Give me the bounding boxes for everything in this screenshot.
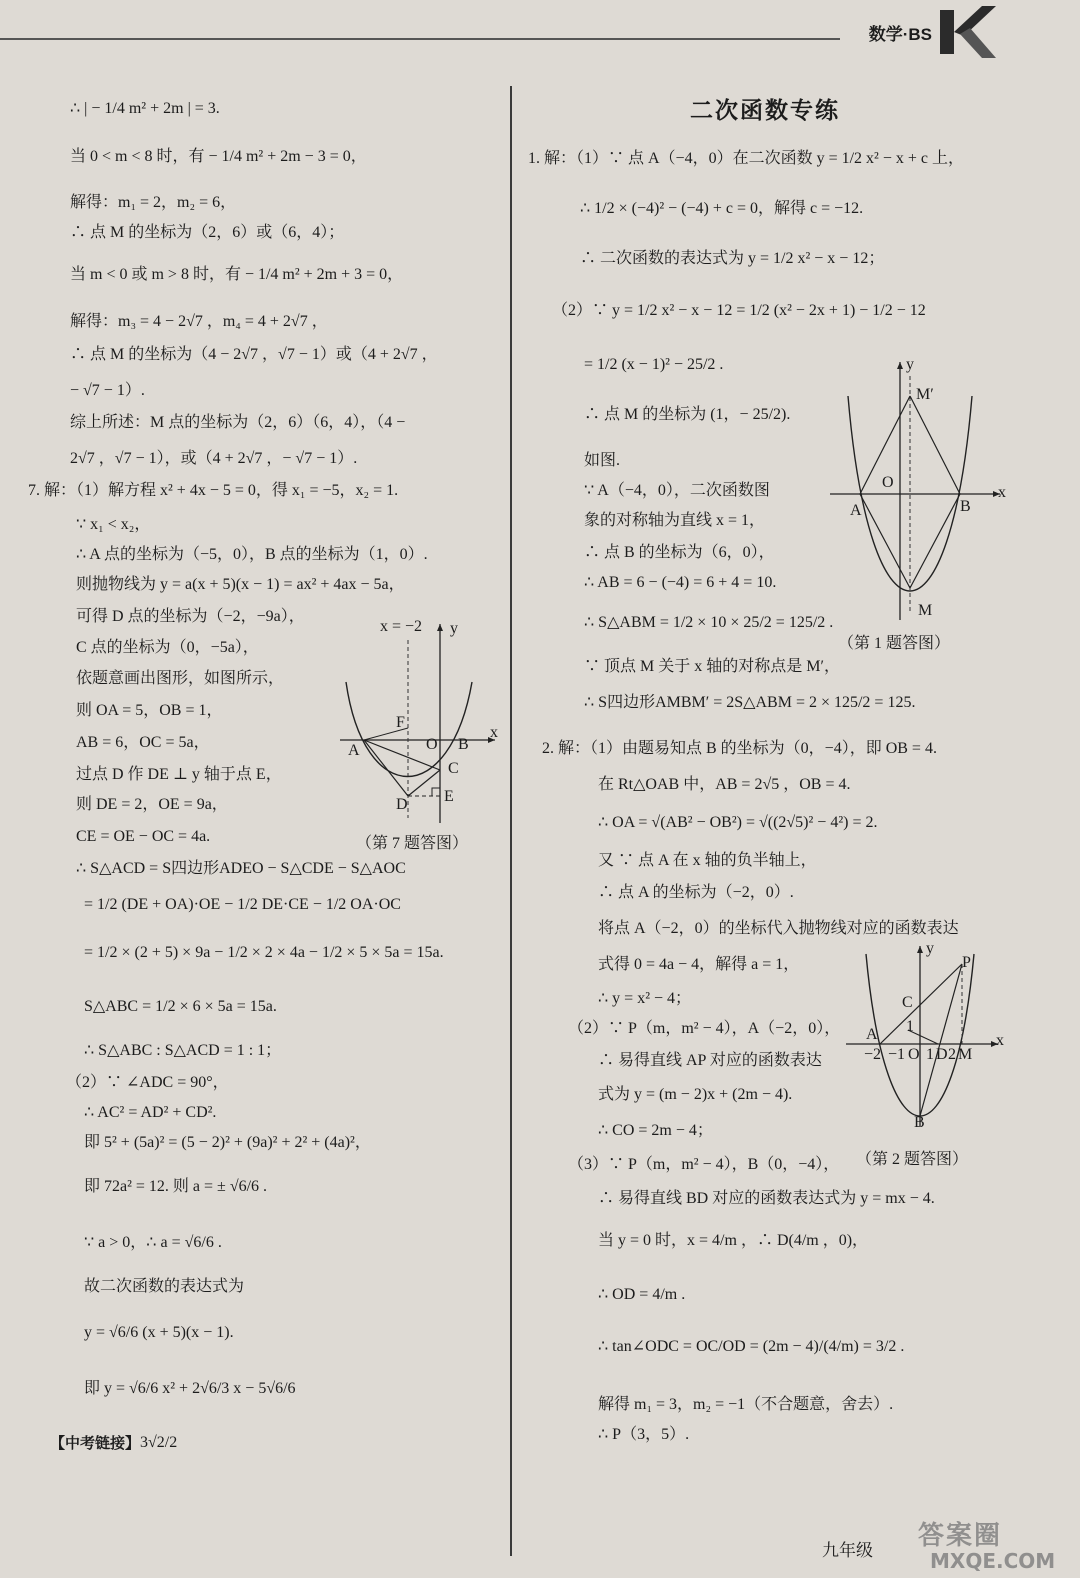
point-label: O (908, 1046, 920, 1063)
point-label: M′ (916, 386, 934, 403)
text-line: ∴ 1/2 × (−4)² − (−4) + c = 0，解得 c = −12. (580, 200, 864, 217)
point-label: B (458, 736, 469, 753)
text-line: ∴ 点 M 的坐标为 (1，− 25/2). (584, 406, 791, 423)
text-line: ∴ P（3，5）. (598, 1426, 690, 1443)
point-label: O (882, 474, 894, 491)
text-line: 式为 y = (m − 2)x + (2m − 4). (598, 1086, 793, 1103)
left-column (0, 0, 505, 1578)
text-line: ∴ S△ABC : S△ACD = 1 : 1； (84, 1042, 282, 1059)
point-label: E (444, 788, 454, 805)
text-line: 当 0 < m < 8 时，有 − 1/4 m² + 2m − 3 = 0， (70, 148, 367, 165)
text-line: ∴ OD = 4/m . (598, 1286, 686, 1303)
text-line: 即 y = √6/6 x² + 2√6/3 x − 5√6/6 (84, 1380, 296, 1397)
figure-1 (830, 356, 1010, 626)
tick-label: 2 (948, 1046, 956, 1063)
text-line: 7. 解：（1）解方程 x² + 4x − 5 = 0，得 x₁ = −5，x₂ = 1. (28, 482, 399, 499)
subject-label: 数学·BS (868, 25, 932, 44)
grade-footer: 九年级 (822, 1541, 873, 1561)
axis-label: x (996, 1032, 1004, 1049)
text-line: ∴ 点 A 的坐标为（−2，0）. (598, 884, 794, 901)
text-line: C 点的坐标为（0，−5a）， (76, 639, 259, 656)
text-line: 故二次函数的表达式为 (84, 1278, 245, 1295)
text-line: ∴ OA = √(AB² − OB²) = √((2√5)² − 4²) = 2. (598, 814, 878, 831)
point-label: M (918, 602, 933, 619)
text-line: 解得：m₃ = 4 − 2√7 ，m₄ = 4 + 2√7 ， (70, 313, 328, 330)
point-label: F (396, 714, 405, 731)
text-line: 当 m < 0 或 m > 8 时，有 − 1/4 m² + 2m + 3 = 0， (70, 266, 404, 283)
text-line: （3）∵ P（m，m² − 4），B（0，−4）， (568, 1156, 840, 1173)
watermark-text: 答案圈 (918, 1521, 1003, 1551)
point-label: B (960, 498, 971, 515)
tick-label: −2 (864, 1046, 882, 1063)
figure-2-caption: （第 2 题答图） (856, 1151, 969, 1168)
text-line: ∴ S△ACD = S四边形ADEO − S△CDE − S△AOC (76, 860, 406, 877)
point-label: A (850, 502, 862, 519)
text-line: 又 ∵ 点 A 在 x 轴的负半轴上， (598, 852, 817, 869)
axis-label: x (998, 484, 1006, 501)
watermark (900, 1515, 1075, 1578)
text-line: 则 DE = 2，OE = 9a， (76, 796, 228, 813)
text-line: 在 Rt△OAB 中，AB = 2√5 ，OB = 4. (598, 776, 851, 793)
watermark-url: MXQE.COM (930, 1549, 1056, 1573)
text-line: ∴ y = x² − 4； (598, 990, 692, 1007)
text-line: ∴ A 点的坐标为（−5，0），B 点的坐标为（1，0）. (76, 546, 428, 563)
text-line: 即 72a² = 12. 则 a = ± √6/6 . (84, 1178, 268, 1195)
point-label: A (348, 742, 360, 759)
text-line: ∴ | − 1/4 m² + 2m | = 3. (70, 100, 220, 117)
tick-label: 1 (906, 1018, 914, 1035)
text-line: ∴ AC² = AD² + CD². (84, 1104, 217, 1121)
text-line: 综上所述：M 点的坐标为（2，6）（6，4），（4 − (70, 414, 406, 431)
text-line: 1. 解：（1）∵ 点 A（−4，0）在二次函数 y = 1/2 x² − x + c 上， (528, 150, 964, 167)
text-line: 则 OA = 5，OB = 1， (76, 702, 223, 719)
column-divider (510, 86, 512, 1556)
figure-7 (340, 618, 505, 828)
point-label: D (396, 796, 408, 813)
text-line: ∵ x₁ < x₂， (76, 516, 151, 533)
text-line: （2）∵ P（m，m² − 4），A（−2，0）， (568, 1020, 841, 1037)
text-line: 如图. (584, 452, 621, 469)
text-line: ∴ S△ABM = 1/2 × 10 × 25/2 = 125/2 . (584, 614, 834, 631)
text-line: CE = OE − OC = 4a. (76, 828, 211, 845)
text-line: ∴ 点 B 的坐标为（6，0）， (584, 544, 775, 561)
text-line: ∴ 易得直线 AP 对应的函数表达 (598, 1052, 822, 1069)
text-line: y = √6/6 (x + 5)(x − 1). (84, 1324, 234, 1341)
text-line: （2）∵ ∠ADC = 90°， (66, 1074, 229, 1091)
axis-label: x = −2 (380, 618, 423, 635)
point-label: D (936, 1046, 948, 1063)
text-line: ∵ A（−4，0），二次函数图 (584, 482, 770, 499)
point-label: M (958, 1046, 973, 1063)
text-line: 将点 A（−2，0）的坐标代入抛物线对应的函数表达 (598, 920, 959, 937)
text-line: − √7 − 1）. (70, 382, 145, 399)
text-line: 2√7 ，√7 − 1），或（4 + 2√7 ，− √7 − 1）. (70, 450, 358, 467)
text-line: ∵ 顶点 M 关于 x 轴的对称点是 M′， (584, 658, 840, 675)
text-line: 象的对称轴为直线 x = 1， (584, 512, 766, 529)
text-line: 即 5² + (5a)² = (5 − 2)² + (9a)² + 2² + (4a)²， (84, 1134, 371, 1151)
text-line: ∴ AB = 6 − (−4) = 6 + 4 = 10. (584, 574, 777, 591)
text-line: 则抛物线为 y = a(x + 5)(x − 1) = ax² + 4ax − 5a， (76, 576, 405, 593)
figure-2 (846, 940, 1008, 1130)
tick-label: 1 (926, 1046, 934, 1063)
right-column (518, 0, 1078, 1578)
text-line: ∴ 点 M 的坐标为（4 − 2√7 ，√7 − 1）或（4 + 2√7 ， (70, 346, 438, 363)
figure-1-caption: （第 1 题答图） (838, 635, 951, 652)
point-label: A (866, 1026, 878, 1043)
tick-label: −1 (888, 1046, 906, 1063)
figure-7-caption: （第 7 题答图） (356, 835, 469, 852)
axis-label: y (906, 356, 914, 373)
point-label: O (426, 736, 438, 753)
text-line: 依题意画出图形，如图所示， (76, 670, 285, 687)
text-line: AB = 6，OC = 5a， (76, 734, 210, 751)
text-line: 可得 D 点的坐标为（−2，−9a）， (76, 608, 305, 625)
text-line: ∴ 易得直线 BD 对应的函数表达式为 y = mx − 4. (598, 1190, 935, 1207)
text-line: 式得 0 = 4a − 4，解得 a = 1， (598, 956, 800, 973)
text-line: 2. 解：（1）由题易知点 B 的坐标为（0，−4），即 OB = 4. (542, 740, 937, 757)
exam-link-answer: 3√2/2 (140, 1434, 178, 1451)
text-line: ∴ tan∠ODC = OC/OD = (2m − 4)/(4/m) = 3/2 . (598, 1338, 905, 1355)
text-line: = 1/2 (x − 1)² − 25/2 . (584, 356, 724, 373)
point-label: P (962, 954, 971, 971)
text-line: = 1/2 × (2 + 5) × 9a − 1/2 × 2 × 4a − 1/2 × 5 × 5a = 15a. (84, 944, 444, 961)
point-label: C (902, 994, 913, 1011)
exam-link-label: 【中考链接】 (50, 1434, 141, 1452)
text-line: 过点 D 作 DE ⊥ y 轴于点 E， (76, 766, 282, 783)
text-line: ∴ S四边形AMBM′ = 2S△ABM = 2 × 125/2 = 125. (584, 694, 916, 711)
text-line: = 1/2 (DE + OA)·OE − 1/2 DE·CE − 1/2 OA·OC (84, 896, 401, 913)
axis-label: y (926, 940, 934, 957)
text-line: 当 y = 0 时，x = 4/m ，∴ D(4/m ，0)， (598, 1232, 869, 1249)
section-title: 二次函数专练 (690, 98, 840, 124)
text-line: 解得：m₁ = 2，m₂ = 6， (70, 194, 237, 211)
point-label: B (914, 1114, 925, 1131)
text-line: ∴ CO = 2m − 4； (598, 1122, 713, 1139)
text-line: ∴ 点 M 的坐标为（2，6）或（6，4）； (70, 224, 345, 241)
text-line: （2）∵ y = 1/2 x² − x − 12 = 1/2 (x² − 2x + 1) − 1/2 − 12 (552, 302, 926, 319)
point-label: C (448, 760, 459, 777)
text-line: S△ABC = 1/2 × 6 × 5a = 15a. (84, 998, 277, 1015)
text-line: ∴ 二次函数的表达式为 y = 1/2 x² − x − 12； (580, 250, 885, 267)
axis-label: x (490, 724, 498, 741)
text-line: ∵ a > 0，∴ a = √6/6 . (84, 1234, 222, 1251)
text-line: 解得 m₁ = 3，m₂ = −1（不合题意，舍去）. (598, 1396, 894, 1413)
axis-label: y (450, 620, 458, 637)
